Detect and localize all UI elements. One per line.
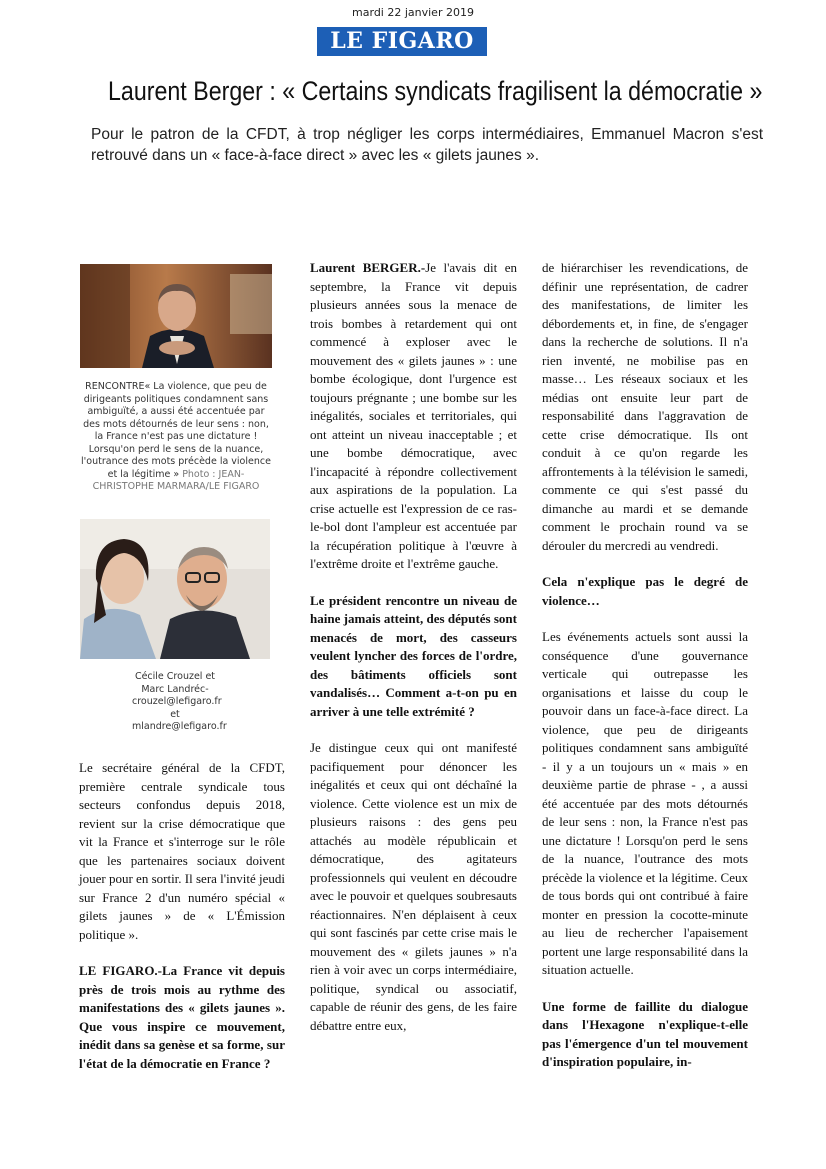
portrait-photo-laurent-berger bbox=[80, 264, 272, 368]
journalists-illustration bbox=[80, 519, 270, 659]
article-column-2 bbox=[310, 259, 517, 1053]
photo2-caption: Cécile Crouzel et Marc Landréc-crouzel@lefigaro.fr et mlandre@lefigaro.fr bbox=[132, 671, 227, 732]
publication-date: mardi 22 janvier 2019 bbox=[352, 6, 474, 19]
article-column-1 bbox=[79, 759, 285, 1091]
answer-1-text: Je l'avais dit en septembre, la France vit depuis plusieurs années sous la menace de trois bombes à retardement qui ont commencé à exploser avec le mouvement des « gilets jaunes » : une bombe écologique, dont l'urgence est toujours prégnante ; une bombe sur les inégalités, sociales et territoriales, qui ont atteint un niveau inacceptable ; et une bombe démocratique, avec l'incapacité à répondre collectivement aux aspirations de la population. La crise actuelle est l'expression de ce ras-le-bol dont l'ampleur est accentuée par la récupération politique à l'œuvre à l'extrême droite et l'extrême gauche. bbox=[310, 260, 517, 571]
question-2: Le président rencontre un niveau de haine jamais atteint, des députés sont menacés de mort, des casseurs veulent lyncher des forces de l'ordre, des bâtiments officiels sont vandalisés… Comment a-t-on pu en arriver à une telle extrémité ? bbox=[310, 592, 517, 719]
interviewee-name: Laurent BERGER.- bbox=[310, 260, 426, 275]
answer-1 bbox=[310, 259, 517, 574]
answer-3: Les événements actuels sont aussi la conséquence d'une gouvernance verticale qui outrepasse les organisations et laisse du coup le pouvoir dans un face-à-face direct. La violence, que peu de dirigeants politiques condamnent sans ambiguïté - il y a un toujours un « mais » en deuxième partie de phrase - , a aussi été accentuée par des mots détournés de leur sens : non, la France n'est pas une dictature ! Lorsqu'on perd le sens de la nuance, l'outrance des mots précède la violence et la légitime. Ceux de tous bords qui ont contribué à faire monter en pression la cocotte-minute au lieu de rechercher l'apaisement portent une large responsabilité dans la situation actuelle. bbox=[542, 629, 748, 977]
article-intro: Le secrétaire général de la CFDT, première centrale syndicale tous secteurs confondus depuis 2018, revient sur la crise démocratique que vit la France et s'interroge sur le rôle que les partenaires sociaux doivent jouer pour en sortir. Il sera l'invité jeudi sur France 2 d'un numéro spécial « gilets jaunes » de « L'Émission politique ». bbox=[79, 760, 285, 942]
photo1-credit: Photo : JEAN-CHRISTOPHE MARMARA/LE FIGARO bbox=[92, 468, 260, 492]
answer-2: Je distingue ceux qui ont manifesté pacifiquement pour dénoncer les inégalités et ceux qui ont déchaîné la violence. Cette violence est un mix de plusieurs raisons : des gens peu attachés au modèle républicain et démocratique, des agitateurs professionnels qui veulent en découdre avec le pouvoir et quelques soubresauts réactionnaires. N'en déplaisent à ceux qui sont fascinés par cette crise mais le mouvement des « gilets jaunes » n'a rien à voir avec un corps intermédiaire, politique, syndical ou associatif, capable de réunir des gens, de les faire débattre entre eux, bbox=[310, 740, 517, 1033]
answer-2-continued: de hiérarchiser les revendications, de définir une représentation, de cadrer des manifestations, de limiter les débordements et, in fine, de s'engager dans la recherche de solutions. Il n'a rien inventé, ne mobilise pas en masse… Les réseaux sociaux et les médias ont ensuite leur part de responsabilité dans l'aggravation de cette crise démocratique. Ils ont conduit à ce qu'on regarde les affrontements à la télévision le samedi, commente ce qui s'est passé du dimanche au mardi et se demande comment le prochain round va se dérouler du mercredi au vendredi. bbox=[542, 260, 748, 553]
article-column-3 bbox=[542, 259, 748, 1090]
question-1: LE FIGARO.-La France vit depuis près de trois mois au rythme des manifestations des « gilets jaunes ». Que vous inspire ce mouvement, inédit dans sa genèse et sa forme, sur l'état de la démocratie en France ? bbox=[79, 963, 285, 1071]
portrait-illustration bbox=[80, 264, 272, 368]
photo1-caption-text: RENCONTRE« La violence, que peu de dirigeants politiques condamnent sans ambiguïté, a aussi été accentuée par des mots détournés de leur sens : non, la France n'est pas une dictature ! Lorsqu'on perd le sens de la nuance, l'outrance des mots précède la violence et la légitime » bbox=[81, 381, 271, 480]
question-3: Cela n'explique pas le degré de violence… bbox=[542, 574, 748, 608]
journalists-photo bbox=[80, 519, 270, 659]
le-figaro-logo: LE FIGARO bbox=[317, 27, 487, 56]
question-4: Une forme de faillite du dialogue dans l'Hexagone n'explique-t-elle pas l'émergence d'un tel mouvement d'inspiration populaire, in- bbox=[542, 998, 748, 1069]
photo1-caption bbox=[80, 381, 272, 494]
article-standfirst: Pour le patron de la CFDT, à trop négliger les corps intermédiaires, Emmanuel Macron s'est retrouvé dans un « face-à-face direct » avec les « gilets jaunes ». bbox=[91, 126, 763, 164]
article-headline: Laurent Berger : « Certains syndicats fragilisent la démocratie » bbox=[108, 76, 763, 106]
